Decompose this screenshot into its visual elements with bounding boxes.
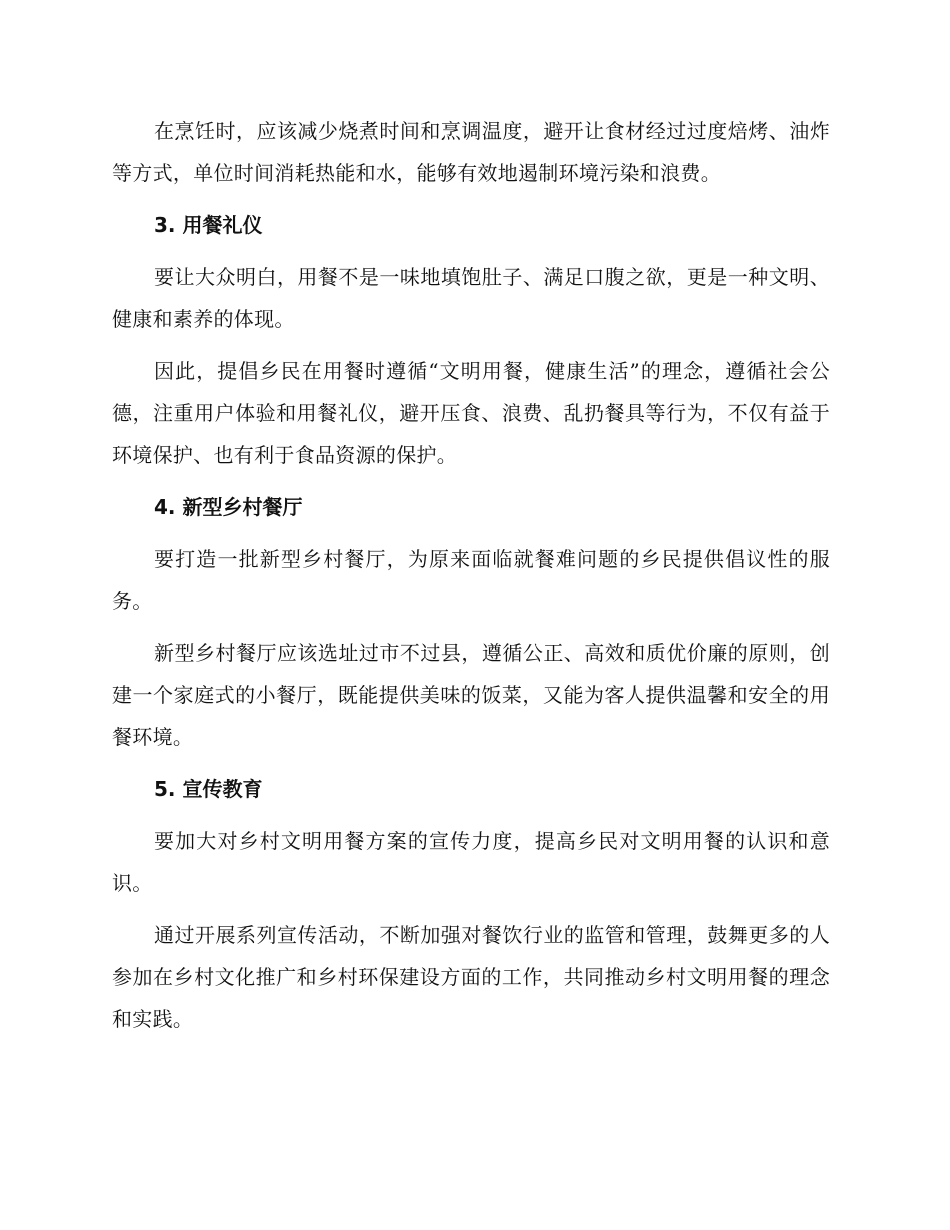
paragraph-cooking: 在烹饪时，应该减少烧煮时间和烹调温度，避开让食材经过过度焙烤、油炸等方式，单位时间消耗热能和水，能够有效地遏制环境污染和浪费。 bbox=[112, 119, 830, 185]
document-body bbox=[112, 110, 830, 1050]
paragraph-restaurant-detail: 新型乡村餐厅应该选址过市不过县，遵循公正、高效和质优价廉的原则，创建一个家庭式的小餐厅，既能提供美味的饭菜，又能为客人提供温馨和安全的用餐环境。 bbox=[112, 641, 830, 749]
paragraph-restaurant-intro: 要打造一批新型乡村餐厅，为原来面临就餐难问题的乡民提供倡议性的服务。 bbox=[112, 547, 830, 613]
paragraph-etiquette-intro: 要让大众明白，用餐不是一味地填饱肚子、满足口腹之欲，更是一种文明、健康和素养的体现。 bbox=[112, 265, 830, 331]
section-heading-rural-restaurant: 4. 新型乡村餐厅 bbox=[154, 495, 303, 519]
paragraph-etiquette-detail: 因此，提倡乡民在用餐时遵循“文明用餐，健康生活”的理念，遵循社会公德，注重用户体验和用餐礼仪，避开压食、浪费、乱扔餐具等行为，不仅有益于环境保护、也有利于食品资源的保护。 bbox=[112, 359, 830, 467]
section-heading-publicity: 5. 宣传教育 bbox=[154, 777, 263, 801]
paragraph-publicity-intro: 要加大对乡村文明用餐方案的宣传力度，提高乡民对文明用餐的认识和意识。 bbox=[112, 829, 830, 895]
paragraph-publicity-detail: 通过开展系列宣传活动，不断加强对餐饮行业的监管和管理，鼓舞更多的人参加在乡村文化推广和乡村环保建设方面的工作，共同推动乡村文明用餐的理念和实践。 bbox=[112, 923, 830, 1031]
section-heading-dining-etiquette: 3. 用餐礼仪 bbox=[154, 213, 263, 237]
